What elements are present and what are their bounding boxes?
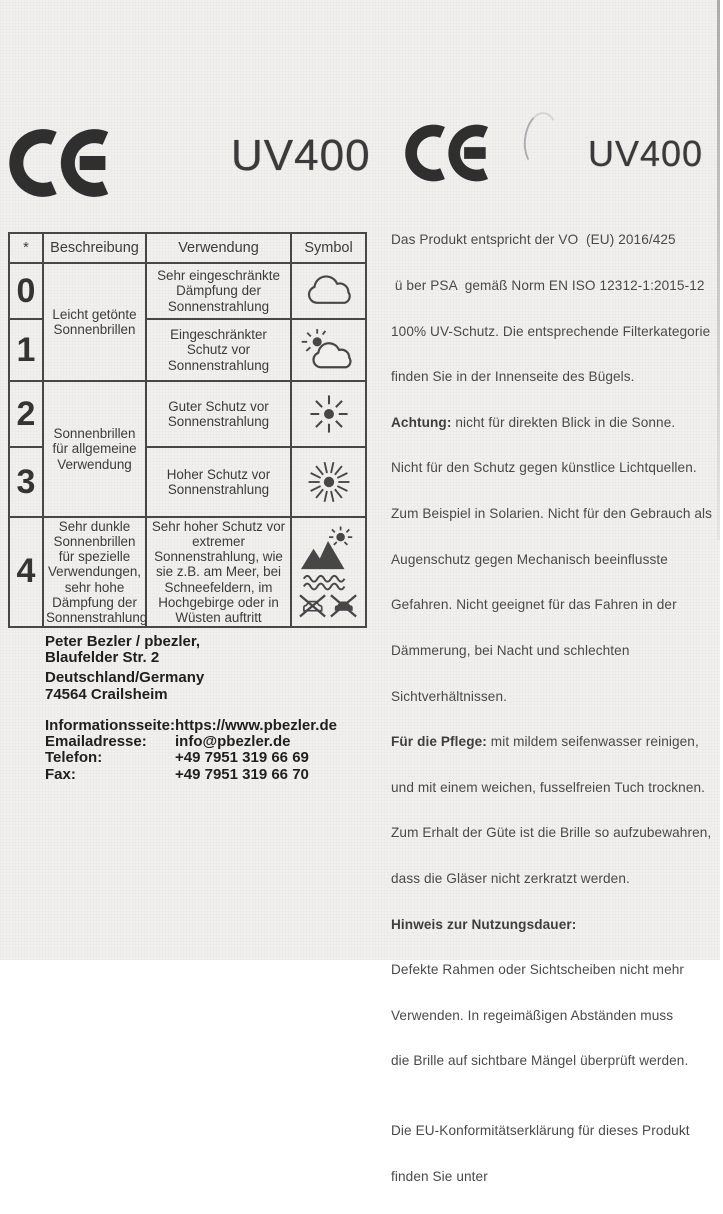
hole-punch-mark bbox=[521, 110, 562, 170]
info-line: Defekte Rahmen oder Sichtscheiben nicht mehr bbox=[391, 962, 685, 978]
grade-cell: 2 bbox=[9, 381, 43, 447]
sea-waves-shape bbox=[303, 576, 344, 590]
symbol-cell bbox=[291, 381, 366, 447]
info-line: Für die Pflege: mit mildem seifenwasser reinigen, bbox=[391, 734, 699, 750]
beschreibung-cell: Leicht getönte Sonnenbrillen bbox=[43, 263, 146, 381]
info-line: finden Sie unter bbox=[391, 1168, 488, 1184]
grade-cell: 3 bbox=[9, 447, 43, 517]
sun-many-rays-icon bbox=[303, 473, 355, 490]
info-line: dass die Gläser nicht zerkratzt werden. bbox=[391, 870, 630, 886]
info-line: Das Produkt entspricht der VO (EU) 2016/425 bbox=[391, 232, 676, 248]
contact-value-phone: +49 7951 319 66 69 bbox=[175, 749, 309, 767]
info-line: Nicht für den Schutz gegen künstlice Lichtquellen. bbox=[391, 460, 697, 476]
info-line: ü ber PSA gemäß Norm EN ISO 12312-1:2015-12 bbox=[391, 278, 705, 294]
no-driving-icon bbox=[299, 595, 324, 616]
contact-value-website: https://www.pbezler.de bbox=[175, 717, 337, 734]
info-line: die Brille auf sichtbare Mängel überprüft werden. bbox=[391, 1053, 689, 1069]
extreme-conditions-icon bbox=[299, 563, 359, 580]
column-header-beschreibung: Beschreibung bbox=[43, 233, 146, 263]
grade-cell: 4 bbox=[9, 517, 43, 627]
beschreibung-cell: Sehr dunkle Sonnenbrillen für spezielle Verwendungen, sehr hohe Dämpfung der Sonnenstrahlung bbox=[43, 517, 146, 627]
uv400-label: UV400 bbox=[588, 133, 704, 174]
info-line: Hinweis zur Nutzungsdauer: bbox=[391, 916, 577, 932]
info-line: und mit einem weichen, fusselfreien Tuch trocknen. bbox=[391, 779, 706, 795]
info-line: Achtung: nicht für direkten Blick in die Sonne. bbox=[391, 414, 676, 430]
verwendung-cell: Sehr hoher Schutz vor extremer Sonnenstrahlung, wie sie z.B. am Meer, bei Schneefeldern, im Hochgebirge oder in Wüsten auftritt bbox=[146, 517, 291, 627]
contact-value-fax: +49 7951 319 66 70 bbox=[175, 765, 309, 783]
manufacturer-country: Deutschland/Germany bbox=[45, 669, 205, 687]
info-line: Verwenden. In regeimäßigen Abständen muss bbox=[391, 1007, 674, 1023]
sun-behind-cloud-icon bbox=[299, 341, 359, 358]
info-line: Dämmerung, bei Nacht und schlechten bbox=[391, 642, 630, 658]
symbol-cell bbox=[291, 263, 366, 319]
info-line: Augenschutz gegen Mechanisch beeinflusste bbox=[391, 551, 668, 567]
cloud-icon bbox=[300, 282, 358, 299]
contact-label: Emailadresse: bbox=[45, 733, 147, 751]
table-row bbox=[9, 381, 366, 447]
contact-label: Informationsseite: bbox=[45, 717, 176, 734]
symbol-cell bbox=[291, 517, 366, 627]
product-info-text bbox=[391, 202, 723, 1214]
info-line: Sichtverhältnissen. bbox=[391, 688, 507, 704]
verwendung-cell: Guter Schutz vor Sonnenstrahlung bbox=[146, 381, 291, 447]
sun-few-rays-icon bbox=[303, 405, 355, 422]
table-row bbox=[9, 517, 366, 627]
contact-label: Fax: bbox=[45, 765, 76, 783]
info-line: Zum Erhalt der Güte ist die Brille so aufzubewahren, bbox=[391, 825, 712, 841]
info-line: Die EU-Konformitätserklärung für dieses Produkt bbox=[391, 1122, 690, 1138]
grade-cell: 1 bbox=[9, 319, 43, 381]
verwendung-cell: Eingeschränkter Schutz vor Sonnenstrahlung bbox=[146, 319, 291, 381]
contact-label: Telefon: bbox=[45, 749, 103, 767]
no-driving-icon bbox=[330, 595, 355, 616]
table-row bbox=[9, 263, 366, 319]
verwendung-cell: Sehr eingeschränkte Dämpfung der Sonnenstrahlung bbox=[146, 263, 291, 319]
manufacturer-street: Blaufelder Str. 2 bbox=[45, 649, 160, 667]
info-line: Zum Beispiel in Solarien. Nicht für den Gebrauch als bbox=[391, 506, 713, 522]
symbol-cell bbox=[291, 319, 366, 381]
column-header-verwendung: Verwendung bbox=[146, 233, 291, 263]
column-header-symbol: Symbol bbox=[291, 233, 366, 263]
contact-value-email: info@pbezler.de bbox=[175, 733, 291, 751]
filter-category-table bbox=[8, 232, 367, 628]
symbol-cell bbox=[291, 447, 366, 517]
manufacturer-name: Peter Bezler / pbezler, bbox=[45, 633, 201, 650]
contact-info bbox=[45, 718, 337, 783]
table-header-row bbox=[9, 233, 366, 263]
ce-mark-icon bbox=[404, 123, 498, 183]
manufacturer-address bbox=[45, 634, 204, 703]
info-line: 100% UV-Schutz. Die entsprechende Filterkategorie bbox=[391, 323, 711, 339]
mountains-shape bbox=[300, 541, 344, 569]
uv400-label: UV400 bbox=[231, 131, 371, 180]
info-line: finden Sie in der Innenseite des Bügels. bbox=[391, 369, 635, 385]
manufacturer-city: 74564 Crailsheim bbox=[45, 685, 168, 703]
beschreibung-cell: Sonnenbrillen für allgemeine Verwendung bbox=[43, 381, 146, 517]
info-line: Gefahren. Nicht geeignet für das Fahren in der bbox=[391, 597, 677, 613]
verwendung-cell: Hoher Schutz vor Sonnenstrahlung bbox=[146, 447, 291, 517]
ce-mark-icon bbox=[8, 127, 120, 199]
grade-cell: 0 bbox=[9, 263, 43, 319]
column-header-grade: * bbox=[9, 233, 43, 263]
